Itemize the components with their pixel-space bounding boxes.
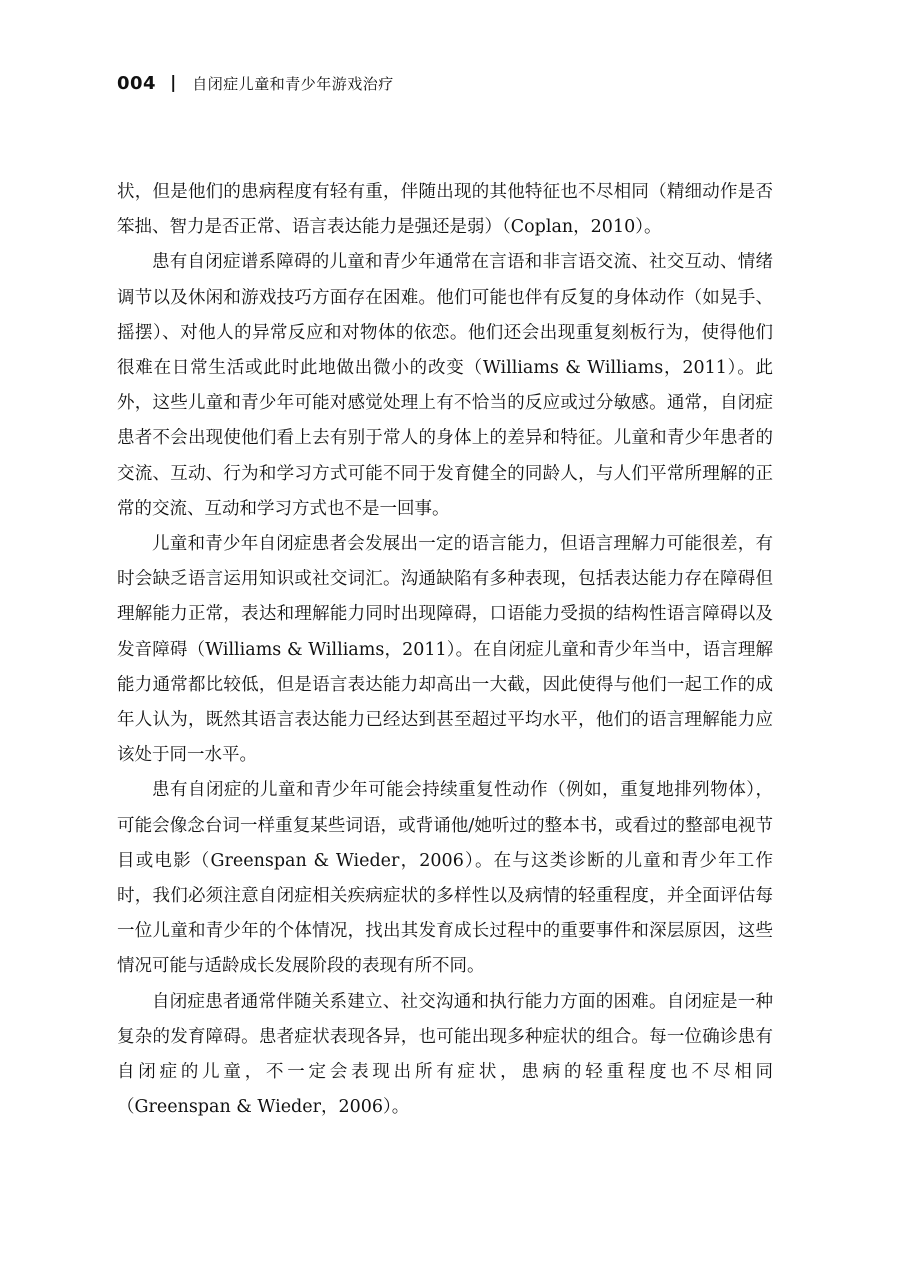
paragraph-continued: 状，但是他们的患病程度有轻有重，伴随出现的其他特征也不尽相同（精细动作是否笨拙、智力是否正常、语言表达能力是强还是弱）（Coplan，2010）。 xyxy=(117,182,773,238)
page-number: 004 xyxy=(117,72,157,94)
paragraph: 患有自闭症谱系障碍的儿童和青少年通常在言语和非言语交流、社交互动、情绪调节以及休闲和游戏技巧方面存在困难。他们可能也伴有反复的身体动作（如晃手、摇摆）、对他人的异常反应和对物体的依恋。他们还会出现重复刻板行为，使得他们很难在日常生活或此时此地做出微小的改变（Williams & Williams，2011）。此外，这些儿童和青少年可能对感觉处理上有不恰当的反应或过分敏感。通常，自闭症患者不会出现使他们看上去有别于常人的身体上的差异和特征。儿童和青少年患者的交流、互动、行为和学习方式可能不同于发育健全的同龄人，与人们平常所理解的正常的交流、互动和学习方式也不是一回事。 xyxy=(117,252,773,519)
header-separator: | xyxy=(170,73,177,93)
paragraph: 患有自闭症的儿童和青少年可能会持续重复性动作（例如，重复地排列物体），可能会像念台词一样重复某些词语，或背诵他/她听过的整本书，或看过的整部电视节目或电影（Greenspan & Wieder，2006）。在与这类诊断的儿童和青少年工作时，我们必须注意自闭症相关疾病症状的多样性以及病情的轻重程度，并全面评估每一位儿童和青少年的个体情况，找出其发育成长过程中的重要事件和深层原因，这些情况可能与适龄成长发展阶段的表现有所不同。 xyxy=(117,780,773,977)
paragraph: 儿童和青少年自闭症患者会发展出一定的语言能力，但语言理解力可能很差，有时会缺乏语言运用知识或社交词汇。沟通缺陷有多种表现，包括表达能力存在障碍但理解能力正常，表达和理解能力同时出现障碍，口语能力受损的结构性语言障碍以及发音障碍（Williams & Williams，2011）。在自闭症儿童和青少年当中，语言理解能力通常都比较低，但是语言表达能力却高出一大截，因此使得与他们一起工作的成年人认为，既然其语言表达能力已经达到甚至超过平均水平，他们的语言理解能力应该处于同一水平。 xyxy=(117,534,773,766)
body-text xyxy=(117,175,773,1125)
running-header xyxy=(117,68,394,98)
book-title: 自闭症儿童和青少年游戏治疗 xyxy=(192,74,394,93)
paragraph: 自闭症患者通常伴随关系建立、社交沟通和执行能力方面的困难。自闭症是一种复杂的发育障碍。患者症状表现各异，也可能出现多种症状的组合。每一位确诊患有自闭症的儿童，不一定会表现出所有症状，患病的轻重程度也不尽相同（Greenspan & Wieder，2006）。 xyxy=(117,991,773,1118)
